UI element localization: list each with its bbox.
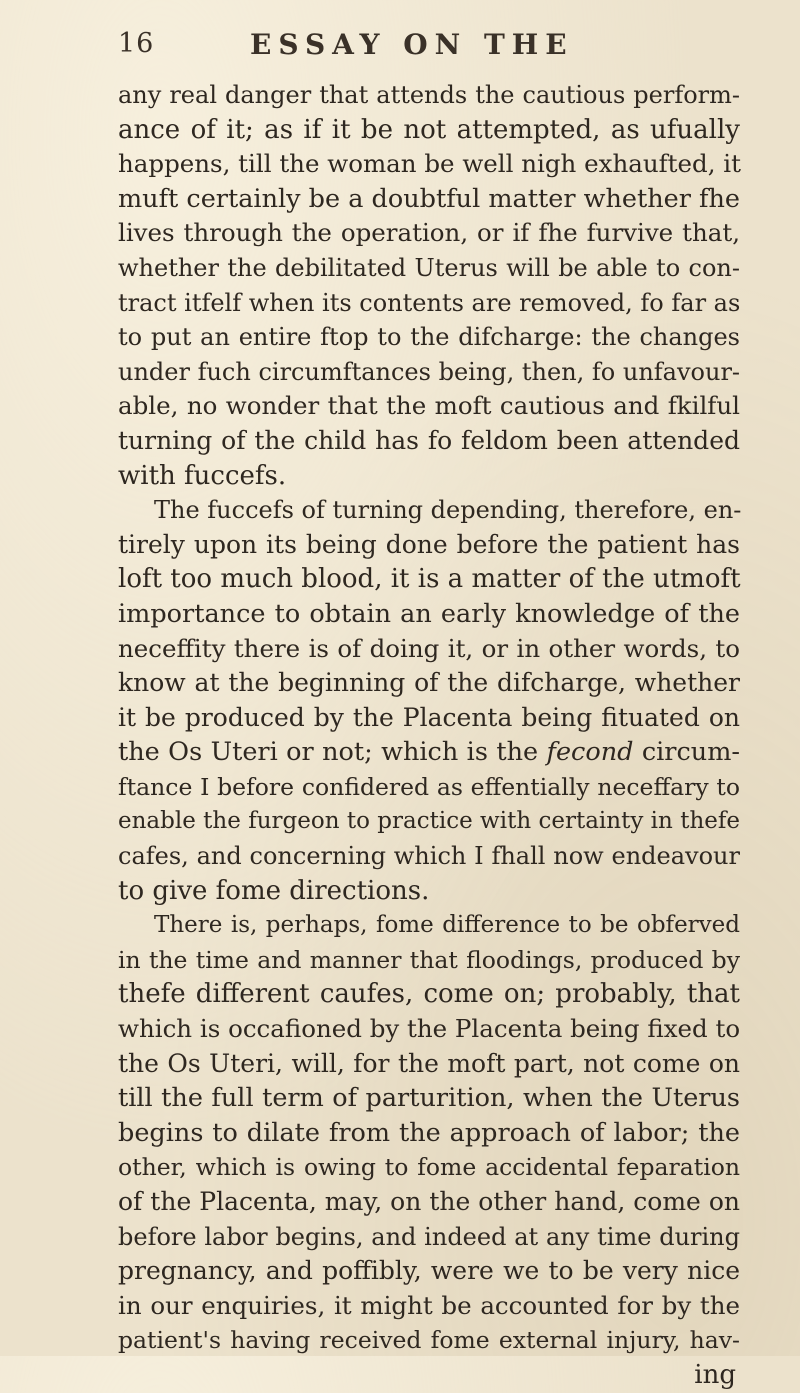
text-line: tract itfelf when its contents are removed, fo far as (118, 288, 741, 317)
text-line: to give fome directions. (118, 875, 430, 906)
text-line: muft certainly be a doubtful matter whether fhe (118, 183, 740, 214)
text-line: to put an entire ftop to the difcharge: the changes (118, 323, 740, 352)
text-line: in the time and manner that floodings, produced by (118, 945, 740, 974)
text-line: whether the debilitated Uterus will be able to con- (118, 253, 740, 282)
text-line: neceffity there is of doing it, or in other words, to (118, 633, 740, 663)
text-line: begins to dilate from the approach of labor; the (118, 1117, 740, 1148)
text-line: thefe different caufes, come on; probably, that (118, 979, 740, 1010)
body-text (118, 78, 740, 1393)
text-line-emphasis (118, 735, 740, 770)
catchword: ing (694, 1359, 736, 1390)
text-line: under fuch circumftances being, then, fo unfavour- (118, 357, 741, 386)
text-line: cafes, and concerning which I fhall now endeavour (118, 842, 740, 871)
text-line: able, no wonder that the moft cautious and fkilful (118, 391, 740, 421)
text-line: know at the beginning of the difcharge, whether (118, 668, 740, 698)
text-line: There is, perhaps, fome difference to be obferved (154, 912, 740, 939)
text-line: loft too much blood, it is a matter of the utmoft (118, 564, 741, 595)
text-line: lives through the operation, or if fhe furvive that, (118, 218, 740, 248)
text-line: ftance I before confidered as effentially neceffary to (118, 772, 740, 801)
text-line: in our enquiries, it might be accounted for by the (118, 1290, 740, 1320)
text-line: it be produced by the Placenta being fituated on (118, 702, 740, 732)
text-line: of the Placenta, may, on the other hand, come on (118, 1187, 740, 1216)
italic-word: fecond (546, 737, 634, 768)
text-line: enable the furgeon to practice with certainty in thefe (118, 808, 740, 835)
text-line: which is occafioned by the Placenta being fixed to (118, 1014, 741, 1044)
text-segment: circum- (641, 737, 741, 768)
text-line: with fuccefs. (118, 460, 287, 491)
text-line: pregnancy, and poffibly, were we to be very nice (118, 1256, 740, 1286)
text-line: before labor begins, and indeed at any time during (118, 1222, 740, 1251)
text-line: tirely upon its being done before the patient has (118, 529, 740, 559)
text-line: any real danger that attends the cautious perform- (118, 81, 740, 109)
page-number: 16 (118, 28, 155, 59)
text-segment: the Os Uteri or not; which is the (118, 737, 539, 768)
running-head: ESSAY ON THE (250, 28, 574, 61)
page-header (118, 28, 738, 68)
text-line: importance to obtain an early knowledge of the (118, 598, 740, 629)
text-line: till the full term of parturition, when the Uterus (118, 1083, 740, 1114)
text-line: other, which is owing to fome accidental feparation (118, 1153, 740, 1182)
text-line: The fuccefs of turning depending, therefore, en- (154, 496, 742, 525)
text-line: happens, till the woman be well nigh exhaufted, it (118, 149, 741, 179)
text-line: ance of it; as if it be not attempted, as ufually (118, 114, 740, 145)
text-line: patient's having received fome external injury, hav- (118, 1326, 740, 1355)
text-line: turning of the child has fo feldom been attended (118, 425, 740, 455)
text-line: the Os Uteri, will, for the moft part, not come on (118, 1048, 740, 1078)
